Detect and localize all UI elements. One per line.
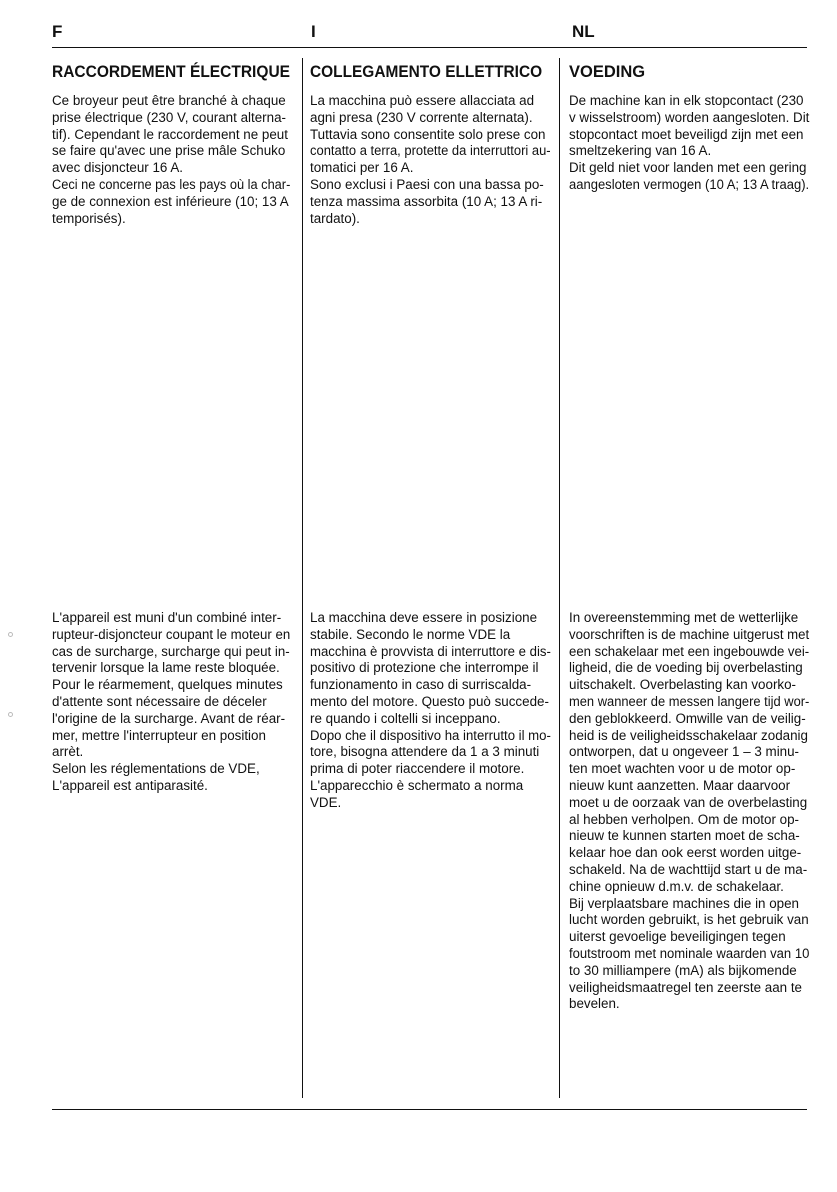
language-label-f: F (52, 22, 63, 41)
text-line: re quando i coltelli si inceppano. (310, 710, 501, 726)
text-line: chine opnieuw d.m.v. de schakelaar. (569, 878, 784, 894)
text-line: voorschriften is de machine uitgerust met (569, 626, 810, 642)
column-divider-2 (559, 58, 560, 1098)
text-line: stabile. Secondo le norme VDE la (310, 626, 511, 642)
text-line: aangesloten vermogen (10 A; 13 A traag). (569, 176, 810, 192)
text-line: Sono exclusi i Paesi con una bassa po- (310, 176, 544, 192)
text-line: tenza massima assorbita (10 A; 13 A ri- (310, 193, 543, 209)
text-line: Tuttavia sono consentite solo prese con (310, 126, 546, 142)
text-line: L'appareil est muni d'un combiné inter- (52, 610, 282, 625)
text-line: foutstroom met nominale waarden van 10 (569, 945, 810, 961)
text-line: lucht worden gebruikt, is het gebruik van (569, 912, 809, 928)
text-line: een schakelaar met een ingebouwde vei- (569, 643, 810, 659)
text-line: ten moet wachten voor u de motor op- (569, 761, 796, 777)
text-line: macchina è provvista di interruttore e dis- (310, 643, 551, 659)
text-line: men wanneer de messen langere tijd wor- (569, 693, 810, 709)
text-line: De machine kan in elk stopcontact (230 (569, 93, 804, 108)
text-line: smeltzekering van 16 A. (569, 143, 712, 159)
text-line: contatto a terra, protette da interruttori au- (310, 143, 551, 159)
paragraph-dutch-connection (569, 93, 816, 194)
text-line: nieuw te kunnen starten moet de scha- (569, 828, 800, 844)
text-line: Bij verplaatsbare machines die in open (569, 895, 800, 911)
text-line: uiterst gevoelige beveiligingen tegen (569, 929, 786, 945)
section-heading-italian: COLLEGAMENTO ELLETTRICO (310, 63, 543, 81)
text-line: schakeld. Na de wachttijd start u de ma- (569, 861, 808, 877)
text-line: Dit geld niet voor landen met een gering (569, 160, 807, 176)
paragraph-dutch-protection (569, 610, 818, 1013)
text-line: agni presa (230 V corrente alternata). (310, 109, 533, 125)
paragraph-french-connection (52, 93, 301, 227)
text-line: bevelen. (569, 996, 620, 1012)
text-line: se faire qu'avec une prise mâle Schuko (52, 143, 286, 159)
section-heading-french: RACCORDEMENT ÉLECTRIQUE (52, 63, 291, 81)
text-line: Dopo che il dispositivo ha interrutto il mo- (310, 727, 551, 743)
text-line: tore, bisogna attendere da 1 a 3 minuti (310, 744, 540, 760)
text-line: mer, mettre l'interrupteur en position (52, 727, 266, 743)
text-line: to 30 milliampere (mA) als bijkomende (569, 962, 797, 978)
text-line: stopcontact moet beveiligd zijn met een (569, 126, 804, 142)
text-line: ontworpen, dat u ongeveer 1 – 3 minu- (569, 744, 800, 760)
text-line: uitschakelt. Overbelasting kan voorko- (569, 677, 797, 693)
paragraph-french-protection (52, 610, 293, 795)
text-line: mento del motore. Questo può succede- (310, 693, 549, 709)
text-line: ge de connexion est inférieure (10; 13 A (52, 193, 289, 209)
text-line: moet u de oorzaak van de overbelasting (569, 794, 808, 810)
text-line: tardato). (310, 210, 360, 226)
scan-speck (8, 712, 13, 717)
text-line: tif). Cependant le raccordement ne peut (52, 126, 288, 142)
text-line: VDE. (310, 794, 342, 810)
text-line: ligheid, die de voeding bij overbelasting (569, 660, 803, 676)
column-divider-1 (302, 58, 303, 1098)
text-line: Ce broyeur peut être branché à chaque (52, 93, 286, 108)
text-line: cas de surcharge, surcharge qui peut in- (52, 643, 290, 659)
text-line: d'attente sont nécessaire de déceler (52, 693, 267, 709)
text-line: In overeenstemming met de wetterlijke (569, 610, 799, 625)
text-line: arrèt. (52, 744, 84, 760)
text-line: veiligheidsmaatregel ten zeerste aan te (569, 979, 802, 995)
text-line: positivo di protezione che interrompe il (310, 660, 539, 676)
text-line: den geblokkeerd. Omwille van de veilig- (569, 710, 806, 726)
top-divider (52, 47, 807, 48)
section-heading-dutch: VOEDING (569, 63, 646, 81)
text-line: funzionamento in caso di surriscalda- (310, 677, 532, 693)
text-line: v wisselstroom) worden aangesloten. Dit (569, 109, 810, 125)
paragraph-italian-connection (310, 93, 559, 227)
text-line: heid is de veiligheidsschakelaar zodanig (569, 727, 808, 743)
text-line: nieuw kunt aanzetten. Maar daarvoor (569, 777, 791, 793)
text-line: temporisés). (52, 210, 126, 226)
text-line: tervenir lorsque la lame reste bloquée. (52, 660, 280, 676)
text-line: L'apparecchio è schermato a norma (310, 777, 524, 793)
text-line: Selon les réglementations de VDE, (52, 761, 260, 777)
bottom-divider (52, 1109, 807, 1110)
text-line: Pour le réarmement, quelques minutes (52, 677, 283, 693)
text-line: l'origine de la surcharge. Avant de réar- (52, 710, 286, 726)
text-line: kelaar hoe dan ook eerst worden uitge- (569, 845, 802, 861)
text-line: rupteur-disjoncteur coupant le moteur en (52, 626, 291, 642)
text-line: tomatici per 16 A. (310, 160, 414, 176)
text-line: La macchina può essere allacciata ad (310, 93, 535, 108)
text-line: prise électrique (230 V, courant alterna- (52, 109, 286, 125)
text-line: L'appareil est antiparasité. (52, 777, 208, 793)
paragraph-italian-protection (310, 610, 555, 812)
language-label-nl: NL (572, 22, 595, 41)
language-label-i: I (311, 22, 316, 41)
scan-speck (8, 632, 13, 637)
text-line: Ceci ne concerne pas les pays où la char- (52, 176, 291, 192)
text-line: al hebben verholpen. Om de motor op- (569, 811, 800, 827)
text-line: avec disjoncteur 16 A. (52, 160, 184, 176)
text-line: La macchina deve essere in posizione (310, 610, 538, 625)
text-line: prima di poter riaccendere il motore. (310, 761, 525, 777)
